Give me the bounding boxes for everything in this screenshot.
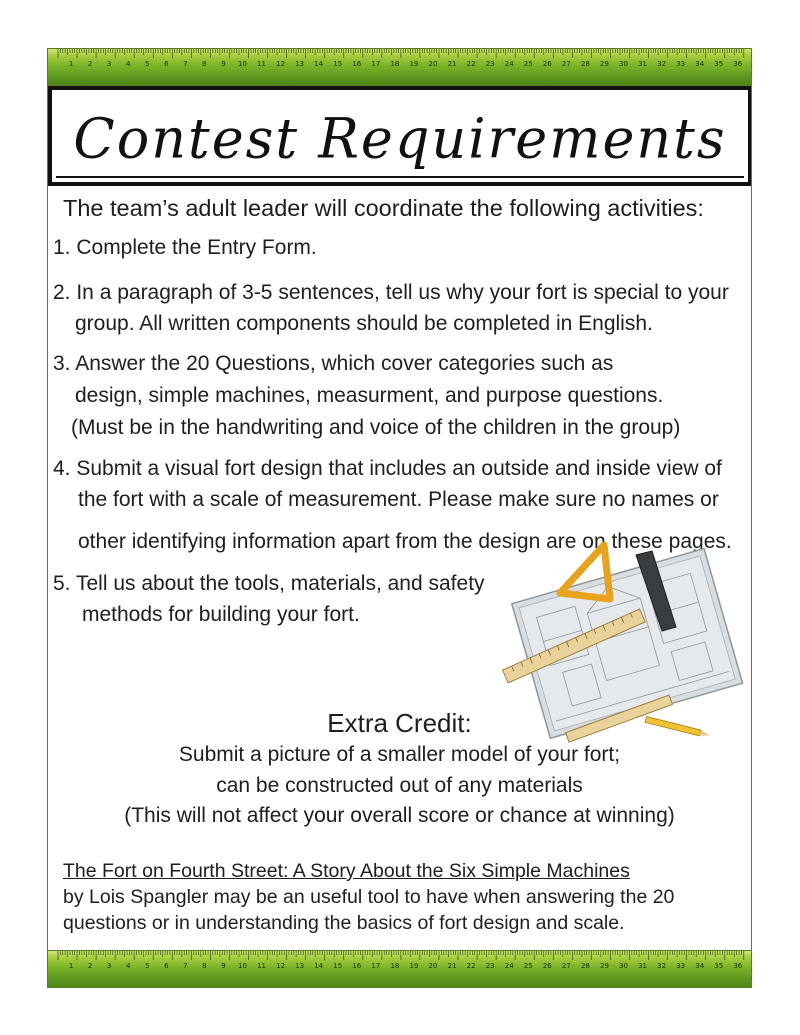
extra-credit-line-3: (This will not affect your overall score or chance at winning) — [124, 804, 675, 827]
ruler-number: 12 — [276, 962, 286, 970]
ruler-number: 2 — [87, 962, 93, 970]
item-4-line-1: 4. Submit a visual fort design that includes an outside and inside view of — [53, 457, 722, 480]
ruler-number: 6 — [164, 60, 169, 68]
ruler-number: 24 — [504, 60, 514, 68]
ruler-number: 33 — [676, 962, 686, 970]
ruler-number: 3 — [106, 962, 112, 970]
ruler-number: 20 — [428, 60, 438, 68]
ruler-number: 31 — [638, 60, 648, 68]
ruler-number: 13 — [295, 962, 305, 970]
ruler-number: 28 — [580, 60, 590, 68]
ruler-number: 34 — [695, 60, 705, 68]
ruler-number: 26 — [542, 962, 552, 970]
ruler-number: 8 — [202, 60, 207, 68]
ruler-number: 18 — [390, 962, 400, 970]
ruler-number: 35 — [714, 60, 724, 68]
resource-line-1: by Lois Spangler may be an useful tool to have when answering the 20 — [63, 886, 675, 908]
extra-credit-heading: Extra Credit: — [327, 708, 472, 738]
ruler-number: 22 — [466, 962, 476, 970]
ruler-number: 22 — [466, 60, 476, 68]
ruler-number: 7 — [183, 962, 188, 970]
ruler-number: 4 — [125, 60, 131, 68]
ruler-number: 9 — [221, 962, 226, 970]
ruler-number: 5 — [145, 60, 150, 68]
ruler-number: 25 — [523, 60, 533, 68]
ruler-number: 36 — [733, 962, 743, 970]
item-2-line-2: group. All written components should be completed in English. — [75, 312, 653, 335]
ruler-number: 8 — [202, 962, 207, 970]
ruler-number: 19 — [409, 962, 419, 970]
top-ruler-border — [47, 48, 752, 86]
intro-text: The team’s adult leader will coordinate the following activities: — [63, 195, 704, 221]
ruler-number: 17 — [371, 962, 381, 970]
item-2-line-1: 2. In a paragraph of 3-5 sentences, tell us why your fort is special to your — [53, 281, 729, 304]
ruler-number: 23 — [485, 962, 495, 970]
ruler-number: 14 — [314, 60, 324, 68]
ruler-number: 10 — [238, 962, 247, 970]
ruler-number: 23 — [485, 60, 495, 68]
ruler-number: 27 — [561, 60, 571, 68]
ruler-number: 11 — [257, 60, 267, 68]
item-3-line-1: 3. Answer the 20 Questions, which cover categories such as — [53, 352, 614, 375]
page-title: Contest Requirements — [73, 105, 727, 171]
ruler-number: 2 — [87, 60, 93, 68]
ruler-ticks-bottom — [48, 951, 752, 988]
resource-line-2: questions or in understanding the basics of fort design and scale. — [63, 912, 625, 934]
book-title: The Fort on Fourth Street: A Story About the Six Simple Machines — [63, 860, 630, 882]
ruler-number: 29 — [599, 60, 609, 68]
ruler-number: 15 — [333, 60, 343, 68]
ruler-number: 19 — [409, 60, 419, 68]
item-4-line-3: other identifying information apart from the design are on these pages. — [78, 530, 732, 553]
item-3-line-2: design, simple machines, measurment, and purpose questions. — [75, 384, 664, 407]
item-5-line-2: methods for building your fort. — [82, 603, 360, 626]
ruler-number: 12 — [276, 60, 286, 68]
ruler-number: 9 — [221, 60, 226, 68]
ruler-ticks-top — [48, 49, 752, 86]
ruler-number: 30 — [619, 60, 628, 68]
ruler-number: 1 — [68, 962, 74, 970]
ruler-number: 17 — [371, 60, 381, 68]
ruler-number: 36 — [733, 60, 743, 68]
ruler-number: 35 — [714, 962, 724, 970]
ruler-number: 32 — [657, 60, 667, 68]
ruler-number: 16 — [352, 60, 362, 68]
ruler-number: 11 — [257, 962, 267, 970]
ruler-number: 5 — [145, 962, 150, 970]
ruler-number: 21 — [447, 962, 457, 970]
ruler-number: 16 — [352, 962, 362, 970]
item-4-line-2: the fort with a scale of measurement. Please make sure no names or — [78, 488, 719, 511]
extra-credit-line-2: can be constructed out of any materials — [216, 774, 583, 797]
ruler-number: 28 — [580, 962, 590, 970]
ruler-number: 34 — [695, 962, 705, 970]
ruler-number: 27 — [561, 962, 571, 970]
ruler-number: 18 — [390, 60, 400, 68]
ruler-number: 7 — [183, 60, 188, 68]
ruler-number: 31 — [638, 962, 648, 970]
ruler-number: 33 — [676, 60, 686, 68]
bottom-ruler-border — [47, 950, 752, 988]
ruler-number: 29 — [599, 962, 609, 970]
ruler-number: 21 — [447, 60, 457, 68]
ruler-number: 6 — [164, 962, 169, 970]
extra-credit-line-1: Submit a picture of a smaller model of your fort; — [178, 743, 621, 766]
item-3-line-3: (Must be in the handwriting and voice of the children in the group) — [71, 416, 681, 439]
ruler-number: 14 — [314, 962, 324, 970]
item-1-line-1: 1. Complete the Entry Form. — [53, 236, 317, 259]
title-box — [48, 86, 751, 186]
ruler-number: 1 — [68, 60, 74, 68]
ruler-number: 25 — [523, 962, 533, 970]
item-5-line-1: 5. Tell us about the tools, materials, and safety — [53, 572, 485, 595]
ruler-number: 26 — [542, 60, 552, 68]
ruler-number: 4 — [125, 962, 131, 970]
ruler-number: 13 — [295, 60, 305, 68]
ruler-number: 3 — [106, 60, 112, 68]
ruler-number: 32 — [657, 962, 667, 970]
ruler-number: 30 — [619, 962, 628, 970]
ruler-number: 24 — [504, 962, 514, 970]
ruler-number: 15 — [333, 962, 343, 970]
page-frame — [47, 48, 752, 986]
ruler-number: 10 — [238, 60, 247, 68]
ruler-number: 20 — [428, 962, 438, 970]
